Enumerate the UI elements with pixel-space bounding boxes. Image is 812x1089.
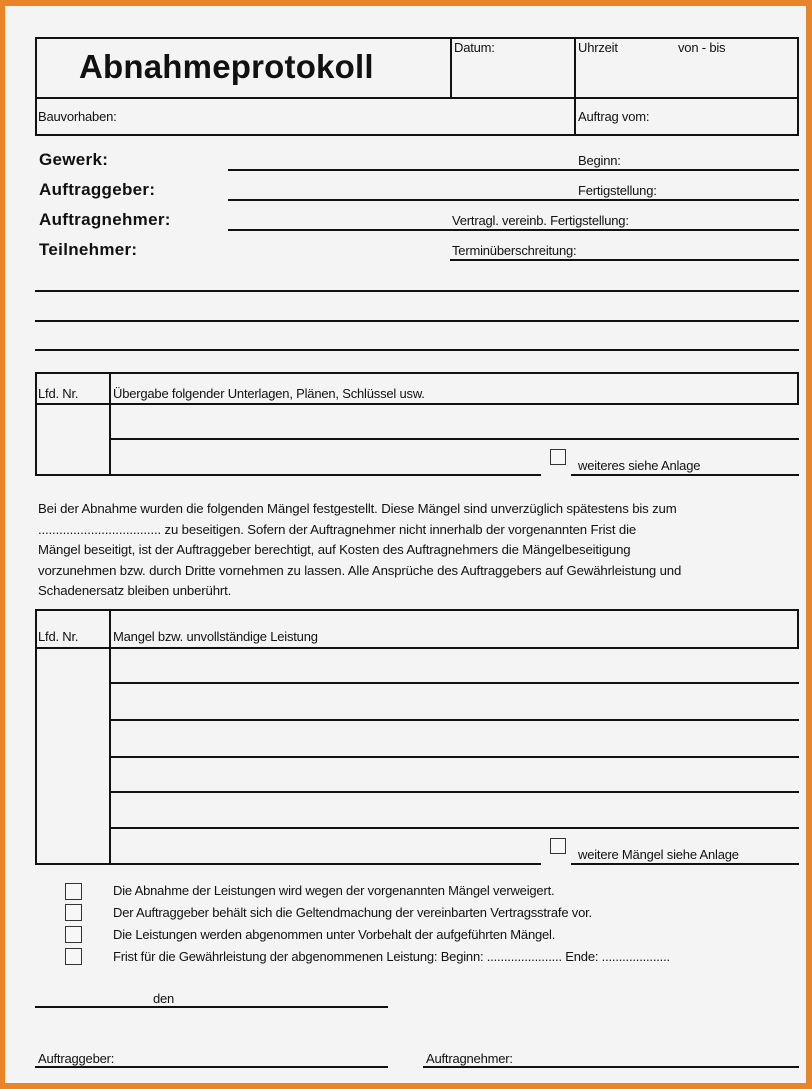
paragraph-line-5: Schadenersatz bleiben unberührt. [38, 583, 232, 598]
page-title: Abnahmeprotokoll [79, 48, 374, 85]
auftraggeber-label: Auftraggeber: [39, 180, 156, 199]
gewerk-label: Gewerk: [39, 150, 109, 169]
terminueberschreitung-label: Terminüberschreitung: [452, 243, 577, 258]
auftrag-vom-label: Auftrag vom: [578, 109, 650, 124]
auftraggeber-line[interactable] [228, 199, 799, 201]
defects-bottom-line-right [571, 863, 799, 865]
documents-table-right [797, 372, 799, 404]
option-checkbox-1[interactable] [65, 883, 82, 900]
fertigstellung-label: Fertigstellung: [578, 183, 657, 198]
teilnehmer-label: Teilnehmer: [39, 240, 138, 259]
defects-table-left [35, 609, 37, 865]
documents-more-checkbox[interactable] [550, 449, 566, 465]
auftragnehmer-signature-line[interactable] [423, 1066, 799, 1068]
terminueberschreitung-line[interactable] [450, 259, 799, 261]
header-divider [35, 97, 799, 99]
defects-row-line-4[interactable] [109, 791, 799, 793]
von-bis-label: von - bis [678, 40, 726, 55]
defects-bottom-line-left [35, 863, 541, 865]
documents-table-header-bottom [35, 403, 799, 405]
documents-table-top [35, 372, 799, 374]
defects-table-right [797, 609, 799, 648]
documents-more-label: weiteres siehe Anlage [578, 458, 701, 473]
option-label-3: Die Leistungen werden abgenommen unter Vorbehalt der aufgeführten Mängel. [113, 927, 556, 942]
defects-more-label: weitere Mängel siehe Anlage [578, 847, 739, 862]
option-label-4: Frist für die Gewährleistung der abgenommenen Leistung: Beginn: ...................... Ende: .................... [113, 949, 670, 964]
auftraggeber-signature-label: Auftraggeber: [38, 1051, 115, 1066]
defects-paragraph [38, 499, 808, 602]
vertragl-fertigstellung-label: Vertragl. vereinb. Fertigstellung: [452, 213, 629, 228]
bauvorhaben-label: Bauvorhaben: [38, 109, 117, 124]
paragraph-line-3: Mängel beseitigt, ist der Auftraggeber berechtigt, auf Kosten des Auftragnehmers die Mängelbeseitigung [38, 542, 631, 557]
auftragnehmer-signature-label: Auftragnehmer: [426, 1051, 513, 1066]
teilnehmer-line-2[interactable] [35, 320, 799, 322]
defects-row-line-1[interactable] [109, 682, 799, 684]
option-label-1: Die Abnahme der Leistungen wird wegen der vorgenannten Mängel verweigert. [113, 883, 555, 898]
paragraph-line-4: vorzunehmen bzw. durch Dritte vornehmen zu lassen. Alle Ansprüche des Auftraggebers auf Gewährleistung und [38, 562, 682, 578]
defects-row-line-3[interactable] [109, 756, 799, 758]
paragraph-line-2: ................................... zu beseitigen. Sofern der Auftragnehmer nicht innerhalb der vorgenannten Frist die [38, 521, 637, 537]
documents-col-desc: Übergabe folgender Unterlagen, Plänen, Schlüssel usw. [113, 386, 425, 401]
den-label: den [153, 991, 175, 1006]
auftraggeber-signature-line[interactable] [35, 1066, 388, 1068]
defects-table-header-bottom [35, 647, 799, 649]
documents-table-col-divider [109, 372, 111, 475]
defects-col-desc: Mangel bzw. unvollständige Leistung [113, 629, 318, 644]
documents-table-left [35, 372, 37, 475]
datum-label: Datum: [454, 40, 495, 55]
defects-row-line-5[interactable] [109, 827, 799, 829]
defects-table-top [35, 609, 799, 611]
gewerk-line[interactable] [228, 169, 799, 171]
option-checkbox-2[interactable] [65, 904, 82, 921]
paragraph-line-1: Bei der Abnahme wurden die folgenden Mängel festgestellt. Diese Mängel sind unverzüglich spätestens bis zum [38, 501, 677, 516]
documents-row-line-1[interactable] [109, 438, 799, 440]
header-col-divider-2 [574, 37, 576, 136]
header-col-divider-1 [450, 37, 452, 98]
auftragnehmer-label: Auftragnehmer: [39, 210, 171, 229]
defects-more-checkbox[interactable] [550, 838, 566, 854]
documents-bottom-line-left [35, 474, 541, 476]
uhrzeit-label: Uhrzeit [578, 40, 618, 55]
defects-col-nr: Lfd. Nr. [38, 629, 79, 644]
auftragnehmer-line[interactable] [228, 229, 799, 231]
option-checkbox-4[interactable] [65, 948, 82, 965]
beginn-label: Beginn: [578, 153, 621, 168]
teilnehmer-line-3[interactable] [35, 349, 799, 351]
teilnehmer-line-1[interactable] [35, 290, 799, 292]
place-date-line[interactable] [35, 1006, 388, 1008]
documents-col-nr: Lfd. Nr. [38, 386, 79, 401]
documents-bottom-line-right [571, 474, 799, 476]
option-checkbox-3[interactable] [65, 926, 82, 943]
defects-row-line-2[interactable] [109, 719, 799, 721]
option-label-2: Der Auftraggeber behält sich die Geltendmachung der vereinbarten Vertragsstrafe vor. [113, 905, 592, 920]
